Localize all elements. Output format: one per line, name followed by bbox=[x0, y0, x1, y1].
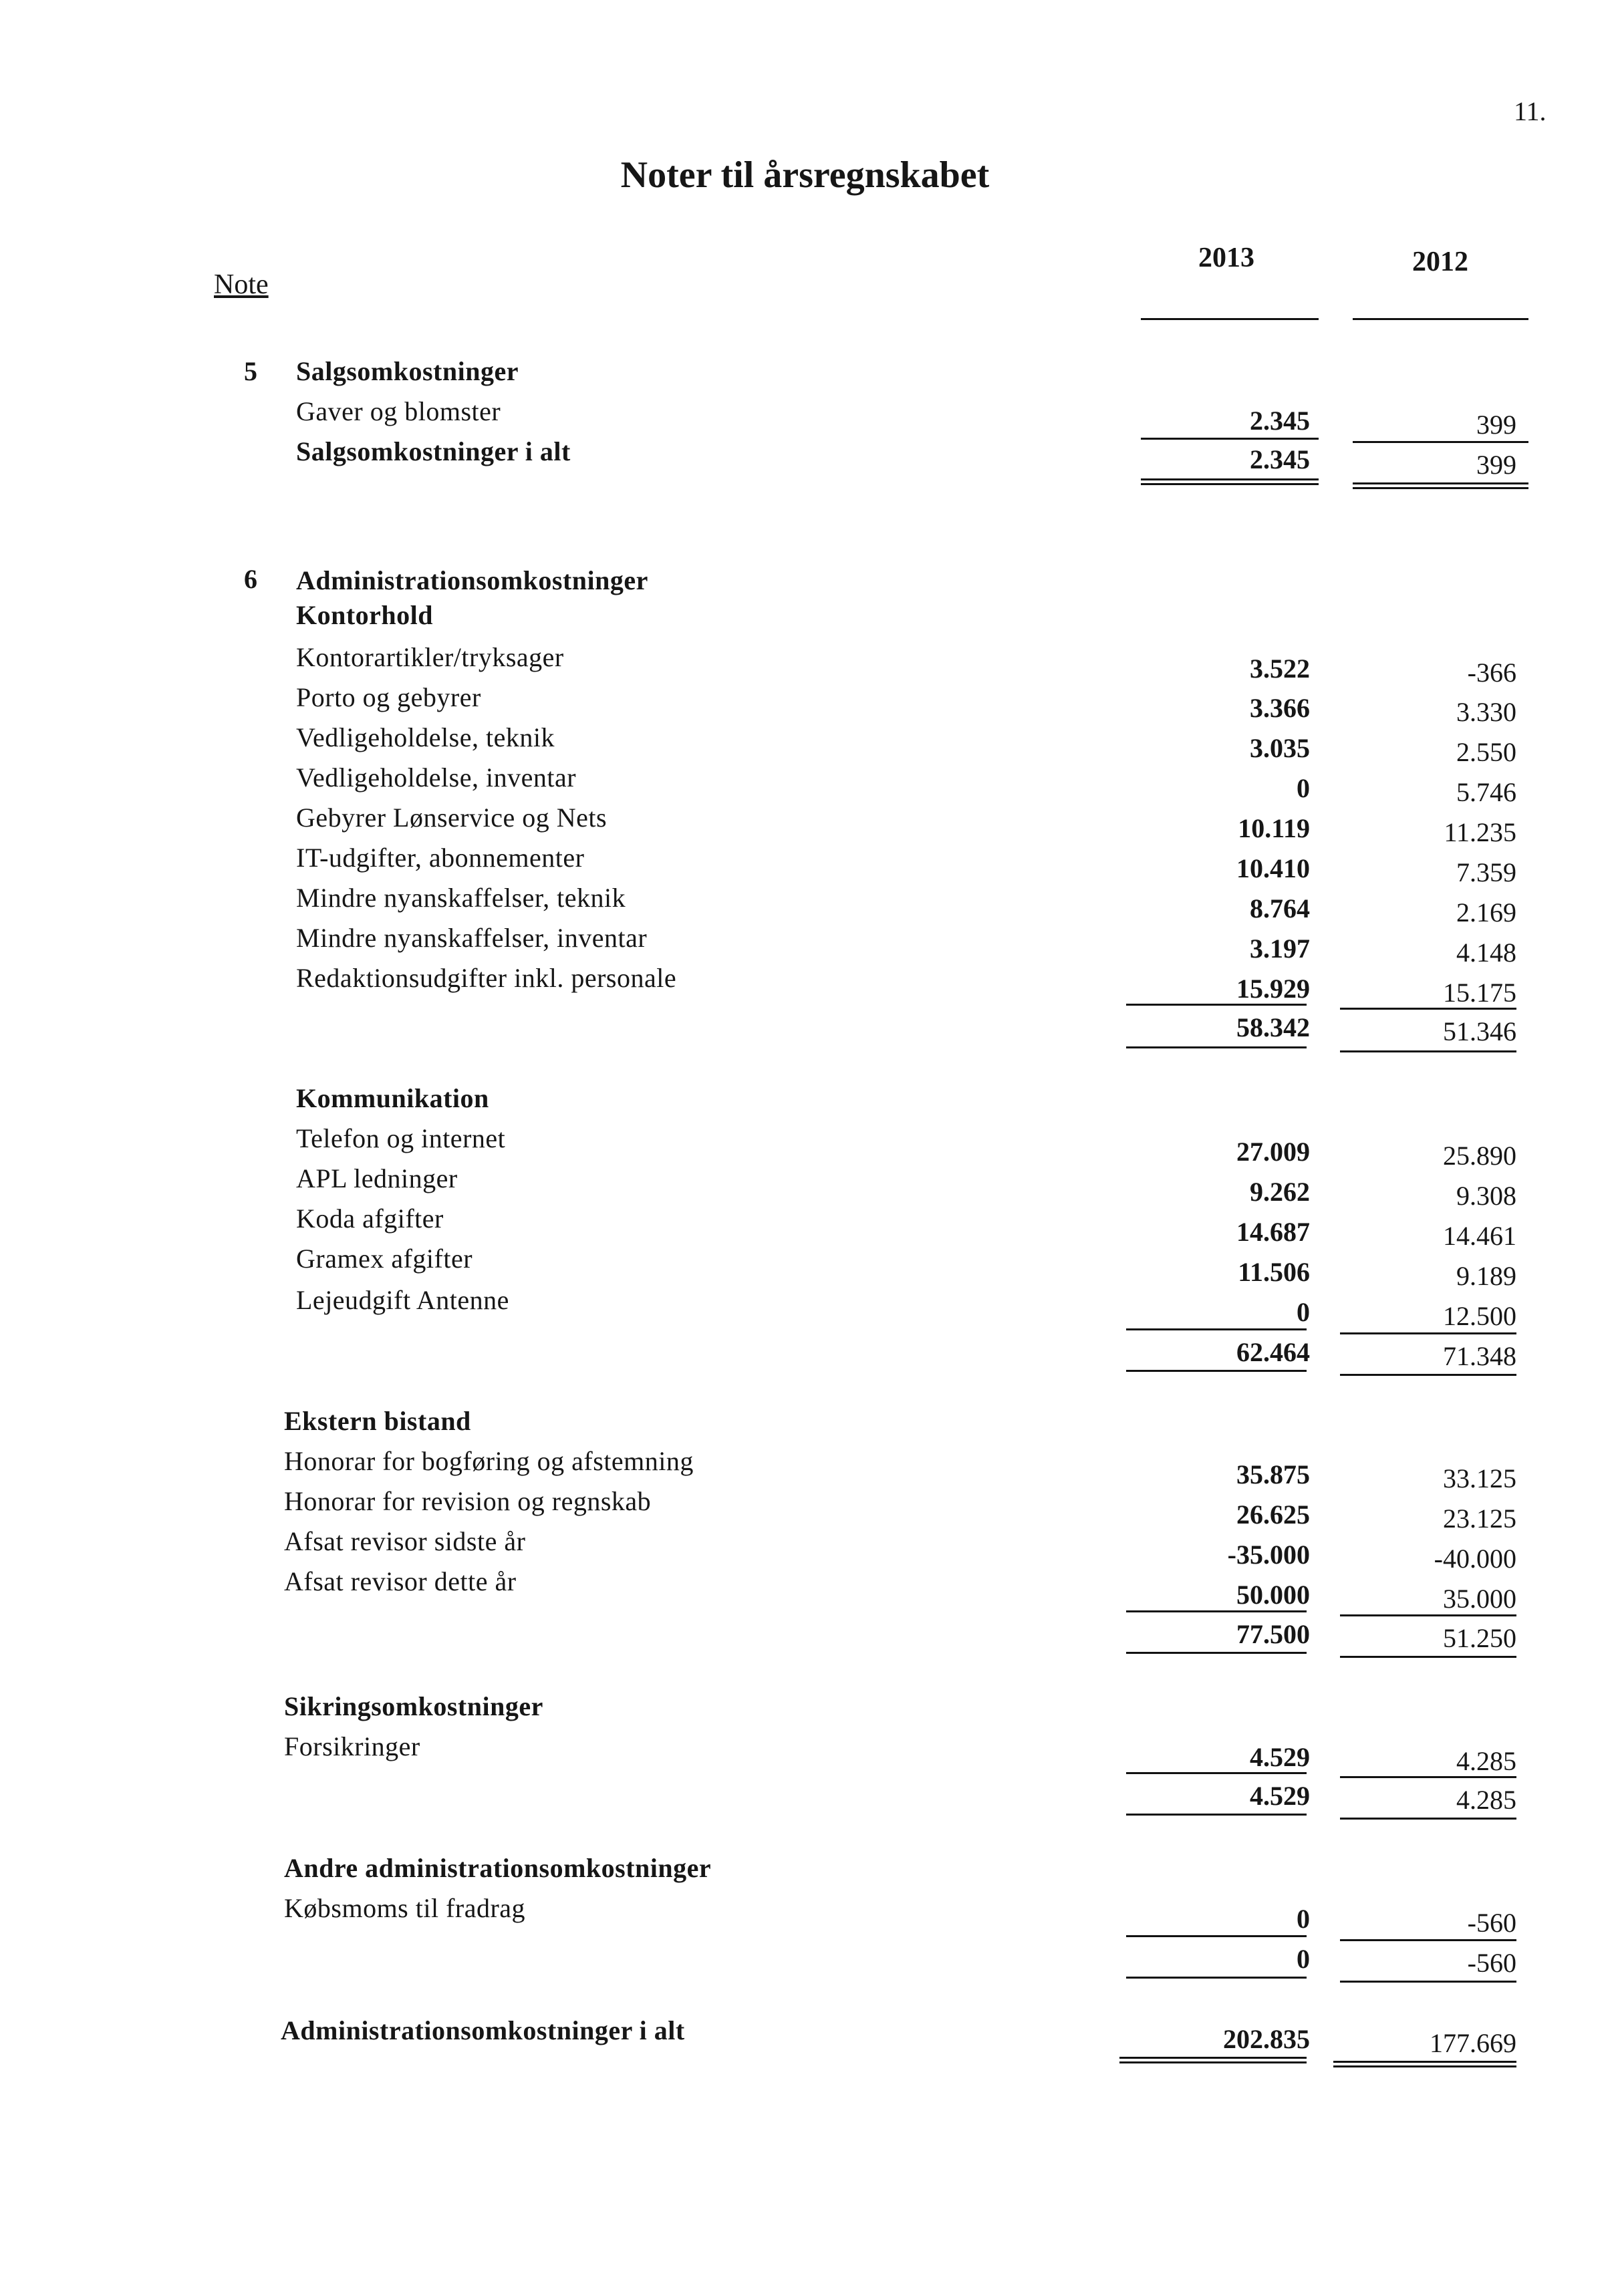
line-label: Honorar for bogføring og afstemning bbox=[284, 1446, 694, 1476]
line-label: Gramex afgifter bbox=[296, 1244, 473, 1274]
subsection-heading-sikringsomkostninger: Sikringsomkostninger bbox=[284, 1691, 543, 1721]
double-rule-2013 bbox=[1119, 2057, 1307, 2063]
line-label: Koda afgifter bbox=[296, 1203, 444, 1234]
double-rule-2012 bbox=[1333, 2061, 1516, 2067]
value-2012: 33.125 bbox=[1443, 1463, 1516, 1493]
line-label: APL ledninger bbox=[296, 1163, 458, 1193]
subtotal-rule-2013 bbox=[1126, 1004, 1307, 1006]
value-2012: 12.500 bbox=[1443, 1301, 1516, 1331]
subtotal-rule-2012 bbox=[1340, 1332, 1516, 1334]
header-rule-2012 bbox=[1353, 318, 1528, 320]
value-2013: 0 bbox=[1297, 1904, 1310, 1934]
document-title: Noter til årsregnskabet bbox=[620, 154, 990, 196]
value-2013: 15.929 bbox=[1236, 974, 1310, 1004]
double-rule-2013 bbox=[1141, 478, 1319, 485]
subtotal-value-2012: 51.250 bbox=[1443, 1623, 1516, 1653]
value-2013: 0 bbox=[1297, 773, 1310, 803]
value-2013: 35.875 bbox=[1236, 1459, 1310, 1489]
value-2013: 3.197 bbox=[1250, 934, 1310, 964]
subtotal-rule-2012 bbox=[1340, 1008, 1516, 1010]
subtotal-underline-2012 bbox=[1340, 1374, 1516, 1376]
total-value-2012: 399 bbox=[1476, 450, 1516, 480]
value-2013: 0 bbox=[1297, 1297, 1310, 1327]
subtotal-underline-2012 bbox=[1340, 1050, 1516, 1052]
subtotal-value-2013: 0 bbox=[1297, 1944, 1310, 1974]
subtotal-underline-2012 bbox=[1340, 1981, 1516, 1983]
value-2012: 3.330 bbox=[1456, 697, 1516, 727]
subtotal-rule-2013 bbox=[1126, 1328, 1307, 1330]
subtotal-rule-2012 bbox=[1340, 1776, 1516, 1778]
line-label: Gaver og blomster bbox=[296, 396, 501, 426]
subtotal-underline-2013 bbox=[1126, 1652, 1307, 1654]
line-label: Lejeudgift Antenne bbox=[296, 1285, 509, 1315]
value-2013: 9.262 bbox=[1250, 1177, 1310, 1207]
line-label: Vedligeholdelse, teknik bbox=[296, 722, 555, 752]
page-number: 11. bbox=[1514, 96, 1547, 126]
subtotal-rule-2013 bbox=[1126, 1935, 1307, 1937]
value-2012: 11.235 bbox=[1444, 817, 1516, 847]
subtotal-value-2013: 4.529 bbox=[1250, 1781, 1310, 1811]
subtotal-value-2013: 77.500 bbox=[1236, 1619, 1310, 1649]
value-2012: 15.175 bbox=[1443, 978, 1516, 1008]
value-2013: 3.035 bbox=[1250, 733, 1310, 763]
value-2012: -366 bbox=[1467, 658, 1516, 688]
value-2012: 4.148 bbox=[1456, 938, 1516, 968]
value-2013: 50.000 bbox=[1236, 1580, 1310, 1610]
subtotal-rule-2013 bbox=[1126, 1610, 1307, 1612]
value-2013: 11.506 bbox=[1238, 1257, 1310, 1287]
column-header-2013: 2013 bbox=[1198, 243, 1254, 273]
line-label: Kontorartikler/tryksager bbox=[296, 642, 564, 672]
subtotal-value-2012: -560 bbox=[1467, 1948, 1516, 1978]
line-label: Redaktionsudgifter inkl. personale bbox=[296, 963, 677, 993]
subtotal-value-2013: 62.464 bbox=[1236, 1337, 1310, 1367]
line-label: Forsikringer bbox=[284, 1731, 420, 1761]
value-2012: 35.000 bbox=[1443, 1584, 1516, 1614]
value-2013: 27.009 bbox=[1236, 1137, 1310, 1167]
total-label-administrationsomkostninger: Administrationsomkostninger i alt bbox=[281, 2015, 685, 2045]
subtotal-underline-2013 bbox=[1126, 1814, 1307, 1816]
header-rule-2013 bbox=[1141, 318, 1319, 320]
subtotal-value-2012: 71.348 bbox=[1443, 1341, 1516, 1371]
total-value-2013: 202.835 bbox=[1223, 2024, 1310, 2054]
value-2012: 14.461 bbox=[1443, 1221, 1516, 1251]
subsection-heading-kontorhold: Kontorhold bbox=[296, 600, 434, 630]
note-number-6: 6 bbox=[244, 564, 257, 594]
subtotal-underline-2013 bbox=[1126, 1370, 1307, 1372]
value-2012: 5.746 bbox=[1456, 777, 1516, 807]
line-label: Vedligeholdelse, inventar bbox=[296, 762, 577, 793]
line-label: Mindre nyanskaffelser, inventar bbox=[296, 923, 648, 953]
subtotal-rule-2012 bbox=[1353, 441, 1528, 443]
column-header-2012: 2012 bbox=[1412, 247, 1468, 277]
subsection-heading-andre-administrationsomkostninger: Andre administrationsomkostninger bbox=[284, 1853, 712, 1883]
subtotal-underline-2013 bbox=[1126, 1977, 1307, 1979]
value-2013: 8.764 bbox=[1250, 893, 1310, 923]
note-column-header: Note bbox=[214, 269, 269, 300]
value-2012: 9.189 bbox=[1456, 1261, 1516, 1291]
value-2012: 2.169 bbox=[1456, 897, 1516, 927]
value-2013: 3.522 bbox=[1250, 654, 1310, 684]
subsection-heading-ekstern-bistand: Ekstern bistand bbox=[284, 1406, 471, 1436]
line-label: Afsat revisor dette år bbox=[284, 1566, 517, 1596]
subtotal-rule-2012 bbox=[1340, 1939, 1516, 1941]
subtotal-rule-2013 bbox=[1126, 1772, 1307, 1774]
value-2013: 10.410 bbox=[1236, 853, 1310, 883]
line-label: Porto og gebyrer bbox=[296, 682, 481, 712]
subsection-heading-kommunikation: Kommunikation bbox=[296, 1083, 489, 1113]
section-heading-salgsomkostninger: Salgsomkostninger bbox=[296, 356, 519, 386]
value-2012: 399 bbox=[1476, 410, 1516, 440]
value-2013: 3.366 bbox=[1250, 693, 1310, 723]
subtotal-value-2013: 58.342 bbox=[1236, 1012, 1310, 1042]
total-label-salgsomkostninger: Salgsomkostninger i alt bbox=[296, 436, 571, 466]
note-number-5: 5 bbox=[244, 356, 257, 386]
value-2012: 25.890 bbox=[1443, 1141, 1516, 1171]
value-2013: 26.625 bbox=[1236, 1499, 1310, 1530]
value-2012: 4.285 bbox=[1456, 1746, 1516, 1776]
total-value-2013: 2.345 bbox=[1250, 444, 1310, 474]
subtotal-underline-2012 bbox=[1340, 1818, 1516, 1820]
section-heading-administrationsomkostninger: Administrationsomkostninger bbox=[296, 565, 648, 595]
value-2013: 2.345 bbox=[1250, 406, 1310, 436]
double-rule-2012 bbox=[1353, 482, 1528, 489]
subtotal-value-2012: 4.285 bbox=[1456, 1785, 1516, 1815]
value-2012: 9.308 bbox=[1456, 1181, 1516, 1211]
value-2012: 23.125 bbox=[1443, 1503, 1516, 1534]
value-2013: -35.000 bbox=[1227, 1540, 1310, 1570]
value-2012: -40.000 bbox=[1434, 1544, 1516, 1574]
line-label: Telefon og internet bbox=[296, 1123, 506, 1153]
value-2013: 14.687 bbox=[1236, 1217, 1310, 1247]
line-label: Mindre nyanskaffelser, teknik bbox=[296, 883, 626, 913]
line-label: Købsmoms til fradrag bbox=[284, 1893, 526, 1923]
subtotal-underline-2013 bbox=[1126, 1046, 1307, 1048]
value-2013: 4.529 bbox=[1250, 1742, 1310, 1772]
subtotal-value-2012: 51.346 bbox=[1443, 1016, 1516, 1046]
total-value-2012: 177.669 bbox=[1430, 2028, 1516, 2058]
subtotal-rule-2013 bbox=[1141, 438, 1319, 440]
value-2012: 7.359 bbox=[1456, 857, 1516, 887]
line-label: Gebyrer Lønservice og Nets bbox=[296, 803, 608, 833]
value-2012: 2.550 bbox=[1456, 737, 1516, 767]
line-label: Afsat revisor sidste år bbox=[284, 1526, 526, 1556]
subtotal-rule-2012 bbox=[1340, 1614, 1516, 1616]
line-label: IT-udgifter, abonnementer bbox=[296, 843, 585, 873]
value-2013: 10.119 bbox=[1238, 813, 1310, 843]
subtotal-underline-2012 bbox=[1340, 1656, 1516, 1658]
line-label: Honorar for revision og regnskab bbox=[284, 1486, 652, 1516]
value-2012: -560 bbox=[1467, 1908, 1516, 1938]
